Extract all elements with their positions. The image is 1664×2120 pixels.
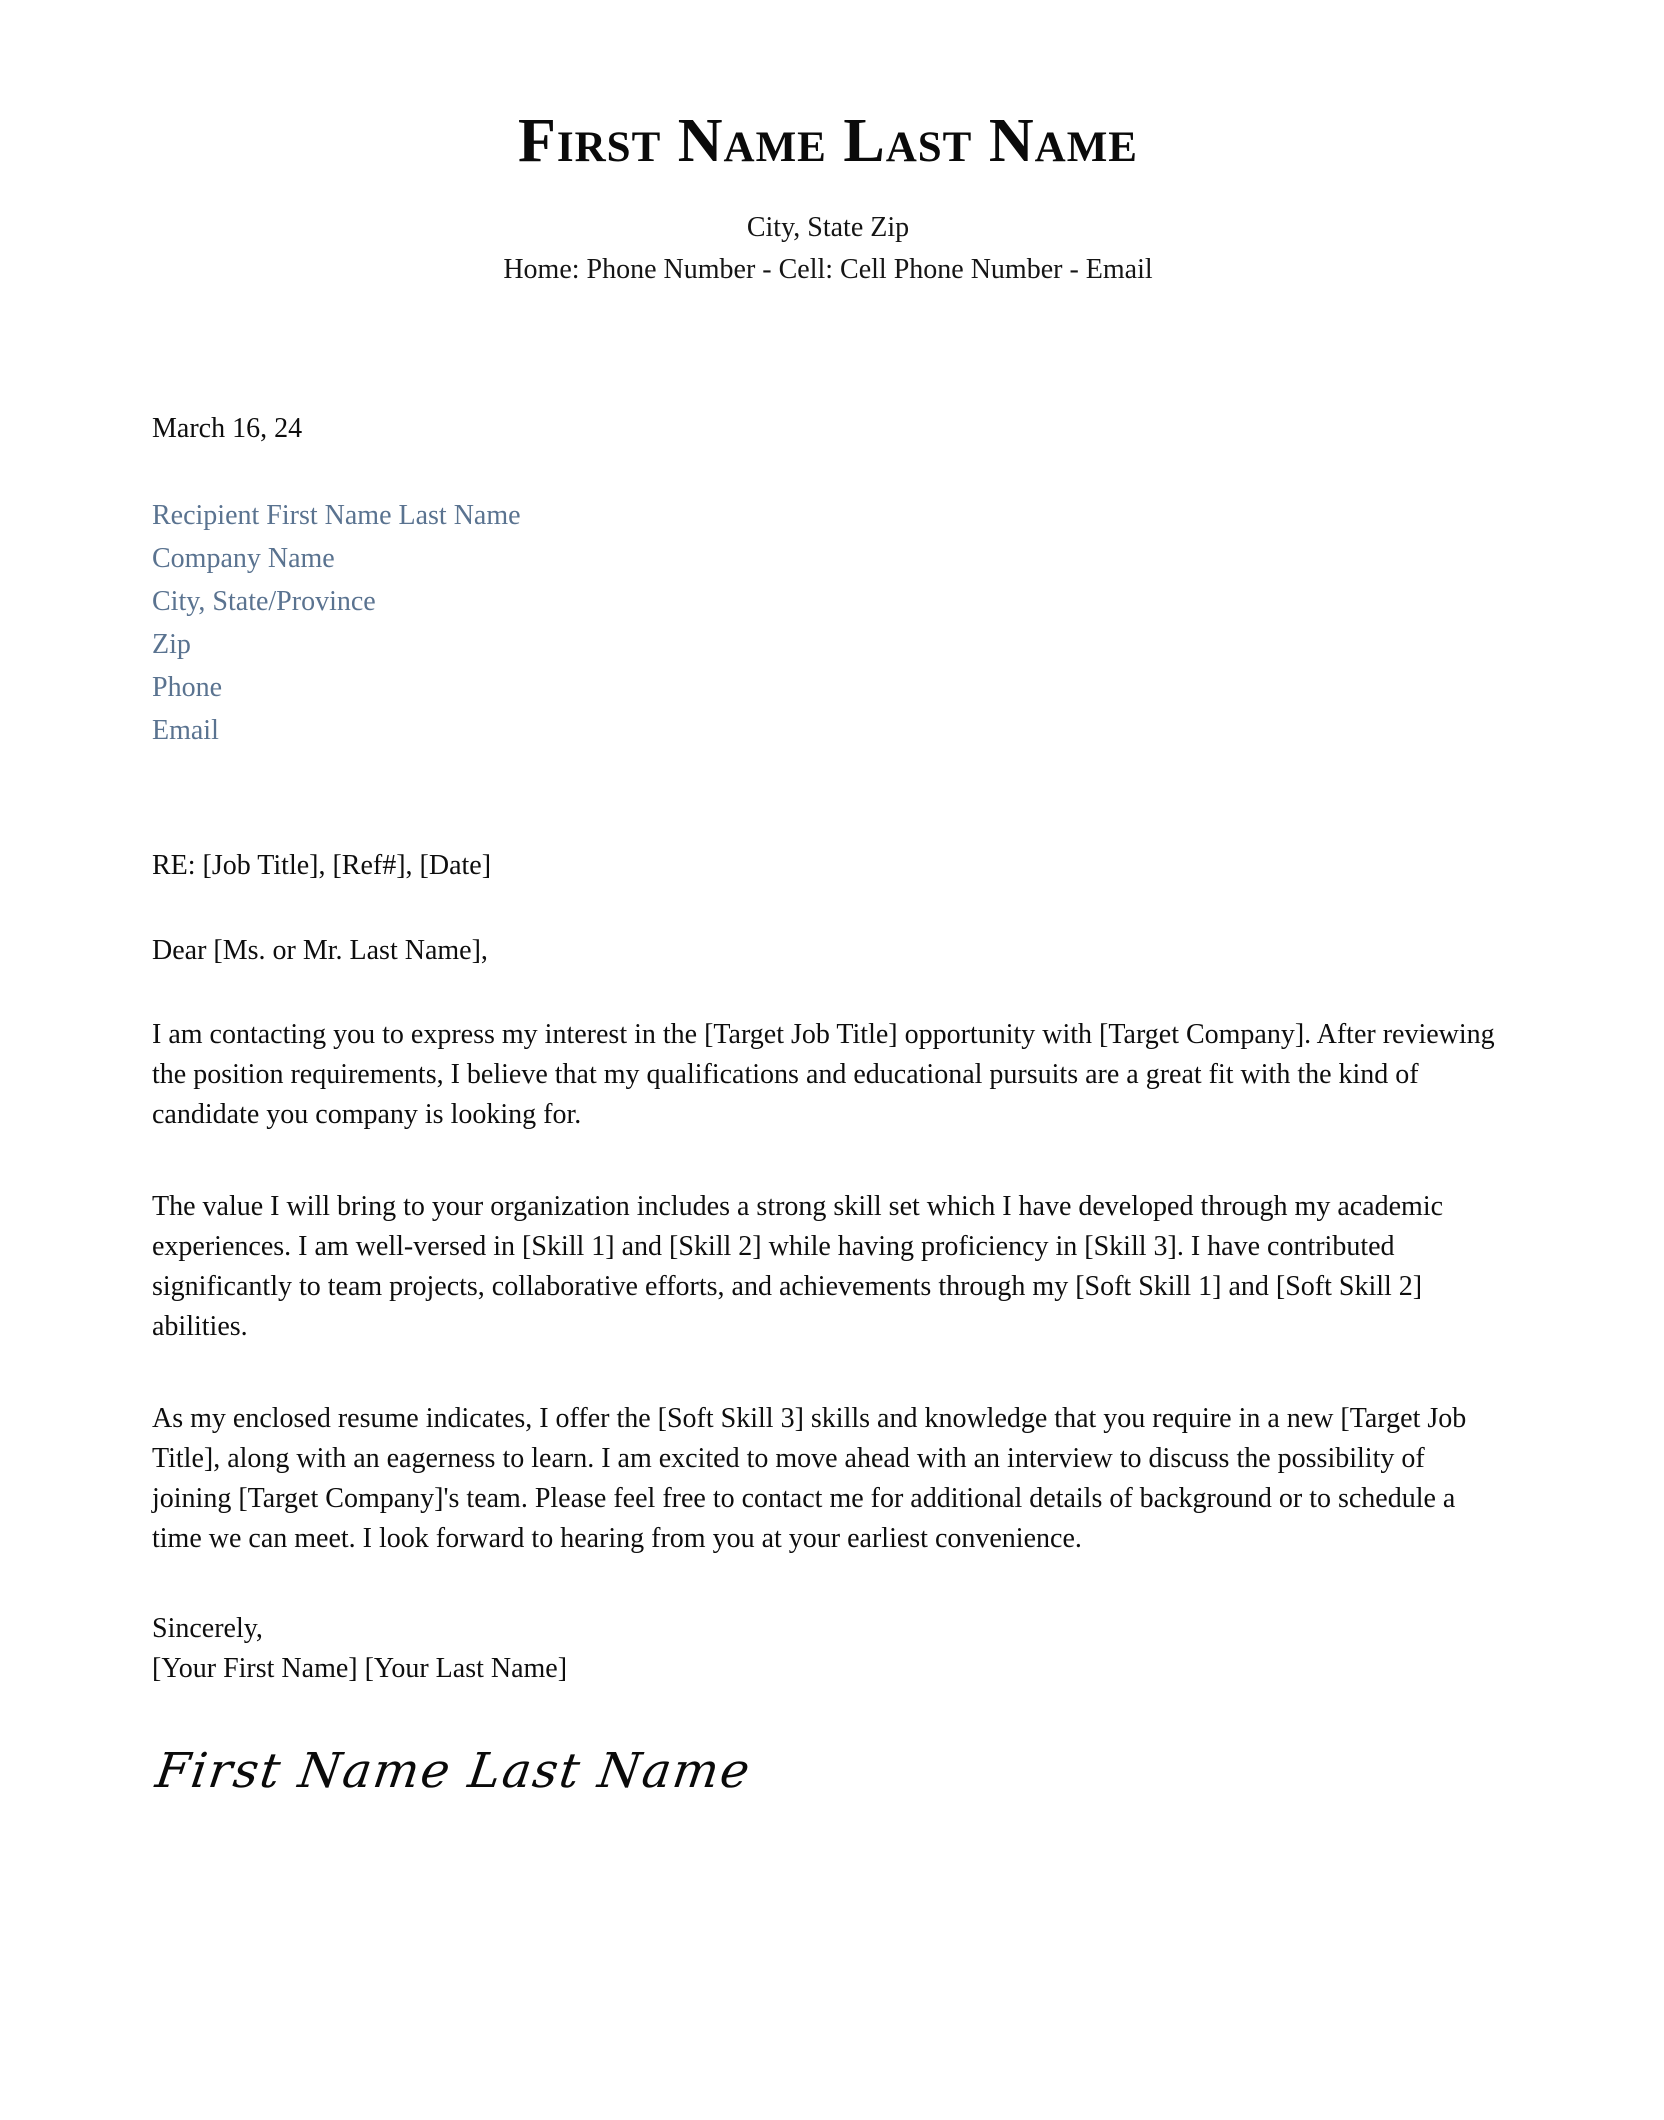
contact-info-block — [152, 207, 1504, 291]
body-paragraph-3: As my enclosed resume indicates, I offer the [Soft Skill 3] skills and knowledge that you require in a new [Target Job Title], along with an eagerness to learn. I am excited to move ahead with an interview to discuss the possibility of joining [Target Company]'s team. Please feel free to contact me for additional details of background or to schedule a time we can meet. I look forward to hearing from you at your earliest convenience. — [152, 1403, 1467, 1555]
recipient-name-line: Recipient First Name Last Name — [152, 500, 521, 532]
recipient-company-line: Company Name — [152, 543, 335, 575]
recipient-zip-line: Zip — [152, 629, 191, 661]
salutation: Dear [Ms. or Mr. Last Name], — [152, 935, 488, 967]
recipient-city-line: City, State/Province — [152, 586, 376, 618]
contact-line: Home: Phone Number - Cell: Cell Phone Number - Email — [503, 254, 1153, 286]
address-line: City, State Zip — [746, 212, 910, 244]
closing-block — [152, 1609, 1504, 1689]
subject-line: RE: [Job Title], [Ref#], [Date] — [152, 850, 492, 882]
body-paragraph-2: The value I will bring to your organization includes a strong skill set which I have developed through my academic experiences. I am well-versed in [Skill 1] and [Skill 2] while having proficiency in [Skill 3]. I have contributed significantly to team projects, collaborative efforts, and achievements through my [Soft Skill 1] and [Soft Skill 2] abilities. — [152, 1191, 1444, 1343]
recipient-phone-line: Phone — [152, 672, 222, 704]
typed-name: [Your First Name] [Your Last Name] — [152, 1653, 568, 1685]
valediction: Sincerely, — [152, 1613, 263, 1645]
recipient-block — [152, 494, 1504, 752]
body-paragraph-1: I am contacting you to express my interest in the [Target Job Title] opportunity with [Target Company]. After reviewing the position requirements, I believe that my qualifications and educational pursuits are a great fit with the kind of candidate you company is looking for. — [152, 1019, 1495, 1131]
letter-date: March 16, 24 — [152, 413, 303, 445]
applicant-name-heading: First Name Last Name — [518, 107, 1138, 175]
recipient-email-line: Email — [152, 715, 219, 747]
handwritten-signature: First Name Last Name — [152, 1743, 755, 1800]
